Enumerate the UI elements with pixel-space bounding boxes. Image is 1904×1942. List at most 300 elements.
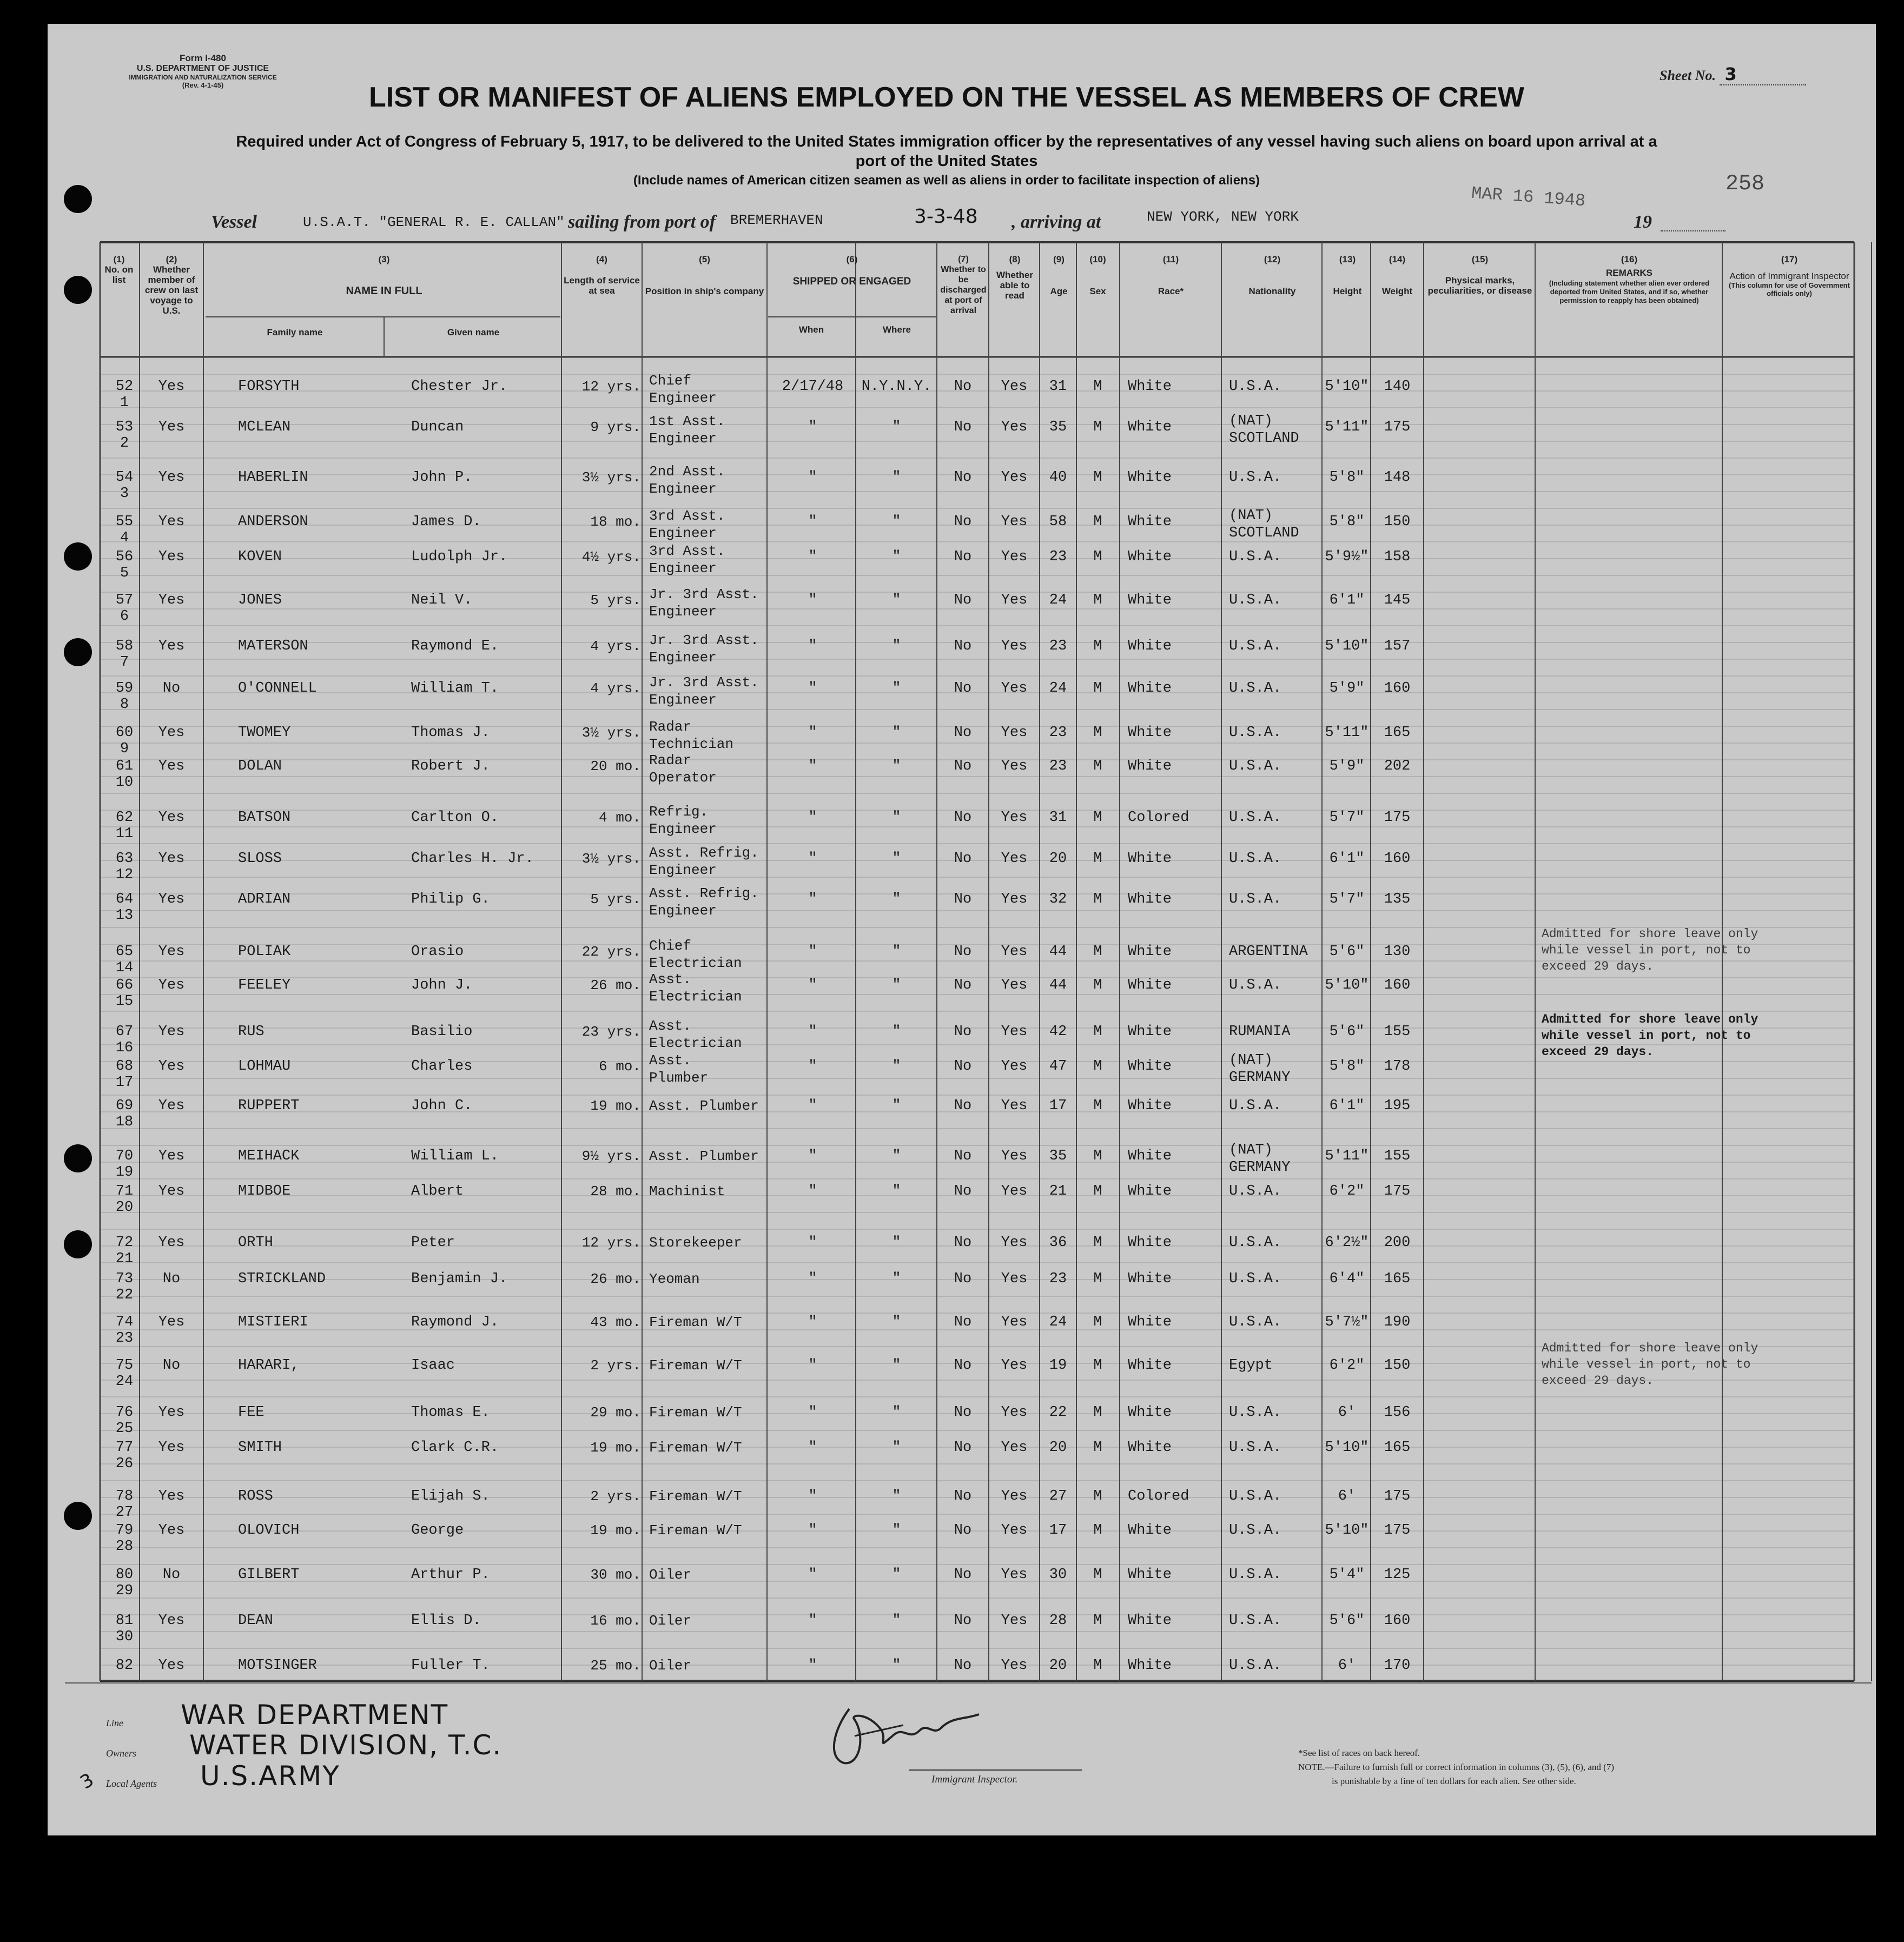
cell-line-number: 22 <box>115 1287 134 1303</box>
cell-age: 28 <box>1049 1613 1067 1629</box>
cell-line-number: 11 <box>115 826 134 842</box>
cell-given: Carlton O. <box>411 810 499 826</box>
cell-prev: Yes <box>158 1404 185 1421</box>
cell-age: 44 <box>1049 977 1067 993</box>
cell-position: Fireman W/T <box>649 1488 742 1504</box>
cell-disch: No <box>954 977 972 993</box>
cell-nat: (NAT) GERMANY <box>1229 1142 1291 1176</box>
remark-line: while vessel in port, not to <box>1542 1029 1751 1043</box>
col10-label: Sex <box>1089 286 1106 296</box>
cell-where: " <box>892 1058 901 1075</box>
cell-disch: No <box>954 1658 972 1674</box>
cell-no: 79 <box>115 1522 134 1539</box>
sailing-label: sailing from port of <box>568 212 716 232</box>
cell-race: White <box>1128 1404 1172 1421</box>
col6a-label: When <box>798 324 824 335</box>
cell-read: Yes <box>1001 944 1028 960</box>
cell-sex: M <box>1093 1314 1102 1330</box>
remark-line: exceed 29 days. <box>1542 1374 1654 1388</box>
cell-position: Radar Technician <box>649 719 734 752</box>
cell-family: O'CONNELL <box>238 680 317 697</box>
cell-when: " <box>808 1488 817 1504</box>
cell-no: 63 <box>115 851 134 867</box>
cell-age: 19 <box>1049 1357 1067 1374</box>
cell-weight: 175 <box>1384 1183 1411 1199</box>
cell-prev: Yes <box>158 1314 185 1330</box>
cell-no: 67 <box>115 1024 134 1040</box>
inspector-label: Immigrant Inspector. <box>931 1774 1018 1785</box>
cell-position: Fireman W/T <box>649 1314 742 1330</box>
remark-block <box>1542 1011 1758 1060</box>
cell-read: Yes <box>1001 1522 1028 1539</box>
cell-when: " <box>808 944 817 960</box>
cell-age: 23 <box>1049 638 1067 654</box>
cell-where: " <box>892 680 901 697</box>
col8-label: Whether able to read <box>996 270 1033 301</box>
cell-where: " <box>892 1440 901 1456</box>
cell-when: " <box>808 1522 817 1539</box>
cell-disch: No <box>954 1271 972 1287</box>
cell-no: 66 <box>115 977 134 993</box>
cell-read: Yes <box>1001 469 1028 486</box>
table-row <box>0 1567 1904 1605</box>
cell-disch: No <box>954 1183 972 1199</box>
cell-race: White <box>1128 1098 1172 1114</box>
cell-sex: M <box>1093 1522 1102 1539</box>
cell-read: Yes <box>1001 891 1028 907</box>
cell-no: 75 <box>115 1357 134 1374</box>
cell-position: Asst. Plumber <box>649 1098 759 1114</box>
cell-service: 2 yrs. <box>590 1488 641 1504</box>
cell-given: Charles H. Jr. <box>411 851 534 867</box>
table-row <box>0 373 1904 416</box>
cell-line-number: 27 <box>115 1504 134 1521</box>
cell-nat: U.S.A. <box>1229 851 1282 867</box>
cell-height: 6' <box>1338 1404 1356 1421</box>
cell-race: White <box>1128 680 1172 697</box>
cell-read: Yes <box>1001 851 1028 867</box>
cell-race: White <box>1128 419 1172 435</box>
cell-line-number: 3 <box>120 486 129 502</box>
col17-sublabel: (This column for use of Government officials only) <box>1729 281 1850 297</box>
cell-disch: No <box>954 1314 972 1330</box>
cell-where: " <box>892 1404 901 1421</box>
cell-prev: No <box>162 1567 181 1583</box>
form-dept: U.S. DEPARTMENT OF JUSTICE <box>136 64 269 73</box>
cell-age: 20 <box>1049 1658 1067 1674</box>
remark-line: Admitted for shore leave only <box>1542 927 1758 941</box>
cell-prev: Yes <box>158 1024 185 1040</box>
footnote-races: *See list of races on back hereof. <box>1298 1748 1420 1758</box>
cell-no: 52 <box>115 379 134 395</box>
cell-read: Yes <box>1001 1567 1028 1583</box>
cell-position: Chief Engineer <box>649 373 717 406</box>
cell-no: 74 <box>115 1314 134 1330</box>
cell-no: 64 <box>115 891 134 907</box>
cell-where: " <box>892 1271 901 1287</box>
col15-number: (15) <box>1471 254 1489 264</box>
cell-sex: M <box>1093 1148 1102 1164</box>
cell-disch: No <box>954 944 972 960</box>
cell-no: 81 <box>115 1613 134 1629</box>
stamp-number: 258 <box>1726 172 1765 196</box>
cell-sex: M <box>1093 469 1102 486</box>
cell-sex: M <box>1093 1488 1102 1504</box>
cell-given: James D. <box>411 514 481 530</box>
cell-read: Yes <box>1001 549 1028 565</box>
col12-label: Nationality <box>1248 286 1296 296</box>
cell-nat: U.S.A. <box>1229 469 1282 486</box>
cell-age: 31 <box>1049 810 1067 826</box>
col5-label: Position in ship's company <box>645 286 764 296</box>
cell-sex: M <box>1093 1271 1102 1287</box>
cell-service: 19 mo. <box>590 1440 641 1456</box>
col1-number: (1) <box>113 254 125 264</box>
cell-when: " <box>808 680 817 697</box>
cell-height: 6' <box>1338 1488 1356 1504</box>
cell-position: Chief Electrician <box>649 938 742 971</box>
cell-position: 3rd Asst. Engineer <box>649 508 725 541</box>
cell-where: " <box>892 549 901 565</box>
cell-when: " <box>808 891 817 907</box>
table-row <box>0 1098 1904 1136</box>
cell-sex: M <box>1093 977 1102 993</box>
cell-age: 40 <box>1049 469 1067 486</box>
cell-where: " <box>892 419 901 435</box>
agents-label: Local Agents <box>106 1778 157 1789</box>
cell-given: Arthur P. <box>411 1567 490 1583</box>
cell-when: " <box>808 638 817 654</box>
cell-family: ROSS <box>238 1488 273 1504</box>
cell-disch: No <box>954 469 972 486</box>
cell-family: BATSON <box>238 810 291 826</box>
cell-family: FEE <box>238 1404 265 1421</box>
cell-weight: 190 <box>1384 1314 1411 1330</box>
col2-number: (2) <box>166 254 177 264</box>
cell-weight: 150 <box>1384 1357 1411 1374</box>
cell-where: " <box>892 1024 901 1040</box>
col14-label: Weight <box>1381 286 1413 296</box>
cell-disch: No <box>954 680 972 697</box>
cell-nat: Egypt <box>1229 1357 1273 1374</box>
cell-position: Storekeeper <box>649 1235 742 1251</box>
cell-height: 5'10" <box>1325 1440 1369 1456</box>
cell-read: Yes <box>1001 1058 1028 1075</box>
cell-nat: (NAT) SCOTLAND <box>1229 413 1299 447</box>
cell-read: Yes <box>1001 1440 1028 1456</box>
cell-disch: No <box>954 1440 972 1456</box>
cell-age: 31 <box>1049 379 1067 395</box>
cell-given: Elijah S. <box>411 1488 490 1504</box>
cell-when: " <box>808 419 817 435</box>
col4-label: Length of service at sea <box>564 275 640 296</box>
cell-race: White <box>1128 851 1172 867</box>
cell-height: 5'7" <box>1329 810 1365 826</box>
cell-nat: U.S.A. <box>1229 1314 1282 1330</box>
cell-service: 43 mo. <box>590 1314 641 1330</box>
cell-disch: No <box>954 1404 972 1421</box>
subtitle-line2: port of the United States <box>855 153 1038 170</box>
cell-race: White <box>1128 725 1172 741</box>
cell-position: Asst. Electrician <box>649 971 742 1005</box>
cell-position: 3rd Asst. Engineer <box>649 543 725 576</box>
cell-position: Radar Operator <box>649 752 717 786</box>
cell-given: Ludolph Jr. <box>411 549 508 565</box>
table-row <box>0 1613 1904 1651</box>
cell-given: Ellis D. <box>411 1613 481 1629</box>
cell-given: George <box>411 1522 464 1539</box>
cell-line-number: 15 <box>115 993 134 1010</box>
cell-given: Peter <box>411 1235 455 1251</box>
cell-family: HABERLIN <box>238 469 308 486</box>
col13-number: (13) <box>1339 254 1356 264</box>
cell-race: White <box>1128 1148 1172 1164</box>
cell-family: KOVEN <box>238 549 282 565</box>
cell-read: Yes <box>1001 1098 1028 1114</box>
cell-nat: U.S.A. <box>1229 1522 1282 1539</box>
cell-service: 6 mo. <box>598 1058 641 1075</box>
cell-race: White <box>1128 977 1172 993</box>
table-row <box>0 1522 1904 1560</box>
cell-family: LOHMAU <box>238 1058 291 1075</box>
cell-age: 58 <box>1049 514 1067 530</box>
sheet-value: 3 <box>1720 64 1806 85</box>
cell-position: 2nd Asst. Engineer <box>649 463 725 497</box>
cell-age: 20 <box>1049 1440 1067 1456</box>
cell-nat: U.S.A. <box>1229 1658 1282 1674</box>
cell-line-number: 29 <box>115 1583 134 1599</box>
cell-race: White <box>1128 758 1172 774</box>
cell-no: 61 <box>115 758 134 774</box>
cell-service: 26 mo. <box>590 977 641 993</box>
cell-sex: M <box>1093 1613 1102 1629</box>
cell-sex: M <box>1093 1404 1102 1421</box>
cell-family: FEELEY <box>238 977 291 993</box>
cell-line-number: 17 <box>115 1075 134 1091</box>
cell-line-number: 1 <box>120 395 129 411</box>
cell-given: Chester Jr. <box>411 379 508 395</box>
cell-race: White <box>1128 592 1172 608</box>
col7-number: (7) <box>958 255 969 264</box>
cell-weight: 157 <box>1384 638 1411 654</box>
cell-sex: M <box>1093 514 1102 530</box>
cell-prev: Yes <box>158 1235 185 1251</box>
cell-race: White <box>1128 549 1172 565</box>
cell-disch: No <box>954 1058 972 1075</box>
col4-number: (4) <box>596 254 607 264</box>
arriving-label: , arriving at <box>1012 212 1101 232</box>
cell-prev: Yes <box>158 469 185 486</box>
cell-weight: 145 <box>1384 592 1411 608</box>
cell-read: Yes <box>1001 592 1028 608</box>
cell-nat: U.S.A. <box>1229 379 1282 395</box>
cell-where: " <box>892 810 901 826</box>
cell-height: 5'10" <box>1325 379 1369 395</box>
cell-service: 4 mo. <box>598 810 641 826</box>
cell-when: " <box>808 1235 817 1251</box>
cell-sex: M <box>1093 680 1102 697</box>
cell-position: 1st Asst. Engineer <box>649 413 725 447</box>
cell-nat: U.S.A. <box>1229 891 1282 907</box>
cell-read: Yes <box>1001 514 1028 530</box>
cell-prev: No <box>162 680 181 697</box>
cell-sex: M <box>1093 638 1102 654</box>
cell-age: 23 <box>1049 725 1067 741</box>
cell-position: Oiler <box>649 1613 692 1629</box>
cell-given: Fuller T. <box>411 1658 490 1674</box>
sailing-port: BREMERHAVEN <box>730 212 823 228</box>
cell-sex: M <box>1093 1440 1102 1456</box>
cell-race: White <box>1128 1183 1172 1199</box>
cell-when: " <box>808 1183 817 1199</box>
cell-height: 6'1" <box>1329 1098 1365 1114</box>
page-title: LIST OR MANIFEST OF ALIENS EMPLOYED ON THE VESSEL AS MEMBERS OF CREW <box>369 82 1524 113</box>
cell-prev: Yes <box>158 1098 185 1114</box>
cell-given: Benjamin J. <box>411 1271 508 1287</box>
cell-when: " <box>808 469 817 486</box>
cell-sex: M <box>1093 1567 1102 1583</box>
cell-where: " <box>892 638 901 654</box>
cell-weight: 175 <box>1384 1522 1411 1539</box>
cell-sex: M <box>1093 1098 1102 1114</box>
col16-sublabel: (Including statement whether alien ever ordered deported from United States, and if so, whether permission to reapply has been obtained) <box>1549 279 1710 304</box>
remark-line: Admitted for shore leave only <box>1542 1012 1758 1026</box>
cell-weight: 158 <box>1384 549 1411 565</box>
cell-family: FORSYTH <box>238 379 300 395</box>
cell-disch: No <box>954 891 972 907</box>
cell-no: 80 <box>115 1567 134 1583</box>
cell-race: White <box>1128 1024 1172 1040</box>
cell-when: " <box>808 514 817 530</box>
cell-race: White <box>1128 1613 1172 1629</box>
col13-label: Height <box>1333 286 1362 296</box>
cell-service: 22 yrs. <box>581 944 641 960</box>
cell-service: 26 mo. <box>590 1271 641 1287</box>
line-value: WAR DEPARTMENT <box>181 1699 449 1731</box>
cell-when: " <box>808 1024 817 1040</box>
cell-when: 2/17/48 <box>782 379 844 395</box>
col1-label: No. on list <box>104 264 134 285</box>
cell-when: " <box>808 851 817 867</box>
cell-race: White <box>1128 1567 1172 1583</box>
col6b-label: Where <box>883 324 911 335</box>
cell-height: 5'7½" <box>1325 1314 1369 1330</box>
cell-line-number: 14 <box>115 960 134 976</box>
cell-height: 6'1" <box>1329 851 1365 867</box>
cell-nat: U.S.A. <box>1229 549 1282 565</box>
cell-height: 5'6" <box>1329 944 1365 960</box>
cell-line-number: 9 <box>120 741 129 757</box>
cell-prev: Yes <box>158 851 185 867</box>
col7-label: Whether to be discharged at port of arrival <box>940 265 987 315</box>
cell-where: " <box>892 1235 901 1251</box>
cell-line-number: 12 <box>115 867 134 883</box>
cell-line-number: 8 <box>120 697 129 713</box>
table-row <box>0 1235 1904 1272</box>
cell-sex: M <box>1093 1024 1102 1040</box>
cell-prev: Yes <box>158 1148 185 1164</box>
cell-where: " <box>892 1148 901 1164</box>
cell-position: Oiler <box>649 1658 692 1674</box>
cell-given: John J. <box>411 977 473 993</box>
cell-height: 6'1" <box>1329 592 1365 608</box>
cell-sex: M <box>1093 592 1102 608</box>
cell-age: 17 <box>1049 1098 1067 1114</box>
cell-height: 6' <box>1338 1658 1356 1674</box>
cell-prev: Yes <box>158 810 185 826</box>
cell-disch: No <box>954 725 972 741</box>
cell-line-number: 13 <box>115 907 134 924</box>
cell-nat: (NAT) GERMANY <box>1229 1052 1291 1086</box>
cell-family: JONES <box>238 592 282 608</box>
cell-service: 19 mo. <box>590 1098 641 1114</box>
cell-service: 3½ yrs. <box>581 725 641 741</box>
cell-no: 70 <box>115 1148 134 1164</box>
cell-read: Yes <box>1001 1235 1028 1251</box>
cell-read: Yes <box>1001 1404 1028 1421</box>
cell-given: John P. <box>411 469 473 486</box>
cell-where: " <box>892 469 901 486</box>
cell-line-number: 18 <box>115 1114 134 1130</box>
cell-position: Yeoman <box>649 1271 700 1287</box>
cell-race: White <box>1128 1235 1172 1251</box>
col9-number: (9) <box>1053 254 1065 264</box>
cell-when: " <box>808 1658 817 1674</box>
cell-sex: M <box>1093 1058 1102 1075</box>
cell-disch: No <box>954 851 972 867</box>
cell-race: White <box>1128 1357 1172 1374</box>
cell-sex: M <box>1093 1235 1102 1251</box>
subtitle-line3: (Include names of American citizen seamen as well as aliens in order to facilitate inspection of aliens) <box>633 173 1260 188</box>
cell-no: 62 <box>115 810 134 826</box>
cell-nat: U.S.A. <box>1229 810 1282 826</box>
col3a-label: Family name <box>267 327 323 337</box>
cell-given: Orasio <box>411 944 464 960</box>
cell-sex: M <box>1093 1357 1102 1374</box>
cell-age: 21 <box>1049 1183 1067 1199</box>
cell-position: Fireman W/T <box>649 1357 742 1374</box>
cell-height: 5'8" <box>1329 1058 1365 1075</box>
cell-height: 5'6" <box>1329 1024 1365 1040</box>
cell-family: HARARI, <box>238 1357 300 1374</box>
cell-service: 25 mo. <box>590 1658 641 1674</box>
cell-family: MATERSON <box>238 638 308 654</box>
cell-line-number: 4 <box>120 530 129 546</box>
cell-disch: No <box>954 379 972 395</box>
cell-read: Yes <box>1001 680 1028 697</box>
cell-prev: Yes <box>158 944 185 960</box>
cell-position: Refrig. Engineer <box>649 804 717 837</box>
arrival-date-stamp: MAR 16 1948 <box>1470 183 1586 211</box>
table-row <box>0 1271 1904 1309</box>
col3b-label: Given name <box>447 327 500 337</box>
cell-weight: 140 <box>1384 379 1411 395</box>
col6-number: (6) <box>846 254 858 264</box>
cell-race: White <box>1128 891 1172 907</box>
cell-sex: M <box>1093 944 1102 960</box>
cell-no: 55 <box>115 514 134 530</box>
cell-position: Asst. Refrig. Engineer <box>649 845 759 878</box>
cell-sex: M <box>1093 810 1102 826</box>
cell-height: 5'9½" <box>1325 549 1369 565</box>
cell-family: DEAN <box>238 1613 273 1629</box>
cell-race: White <box>1128 944 1172 960</box>
owners-label: Owners <box>106 1748 137 1759</box>
col16-label: REMARKS <box>1606 268 1652 278</box>
cell-given: Clark C.R. <box>411 1440 499 1456</box>
cell-position: Asst. Refrig. Engineer <box>649 885 759 919</box>
cell-height: 5'8" <box>1329 514 1365 530</box>
